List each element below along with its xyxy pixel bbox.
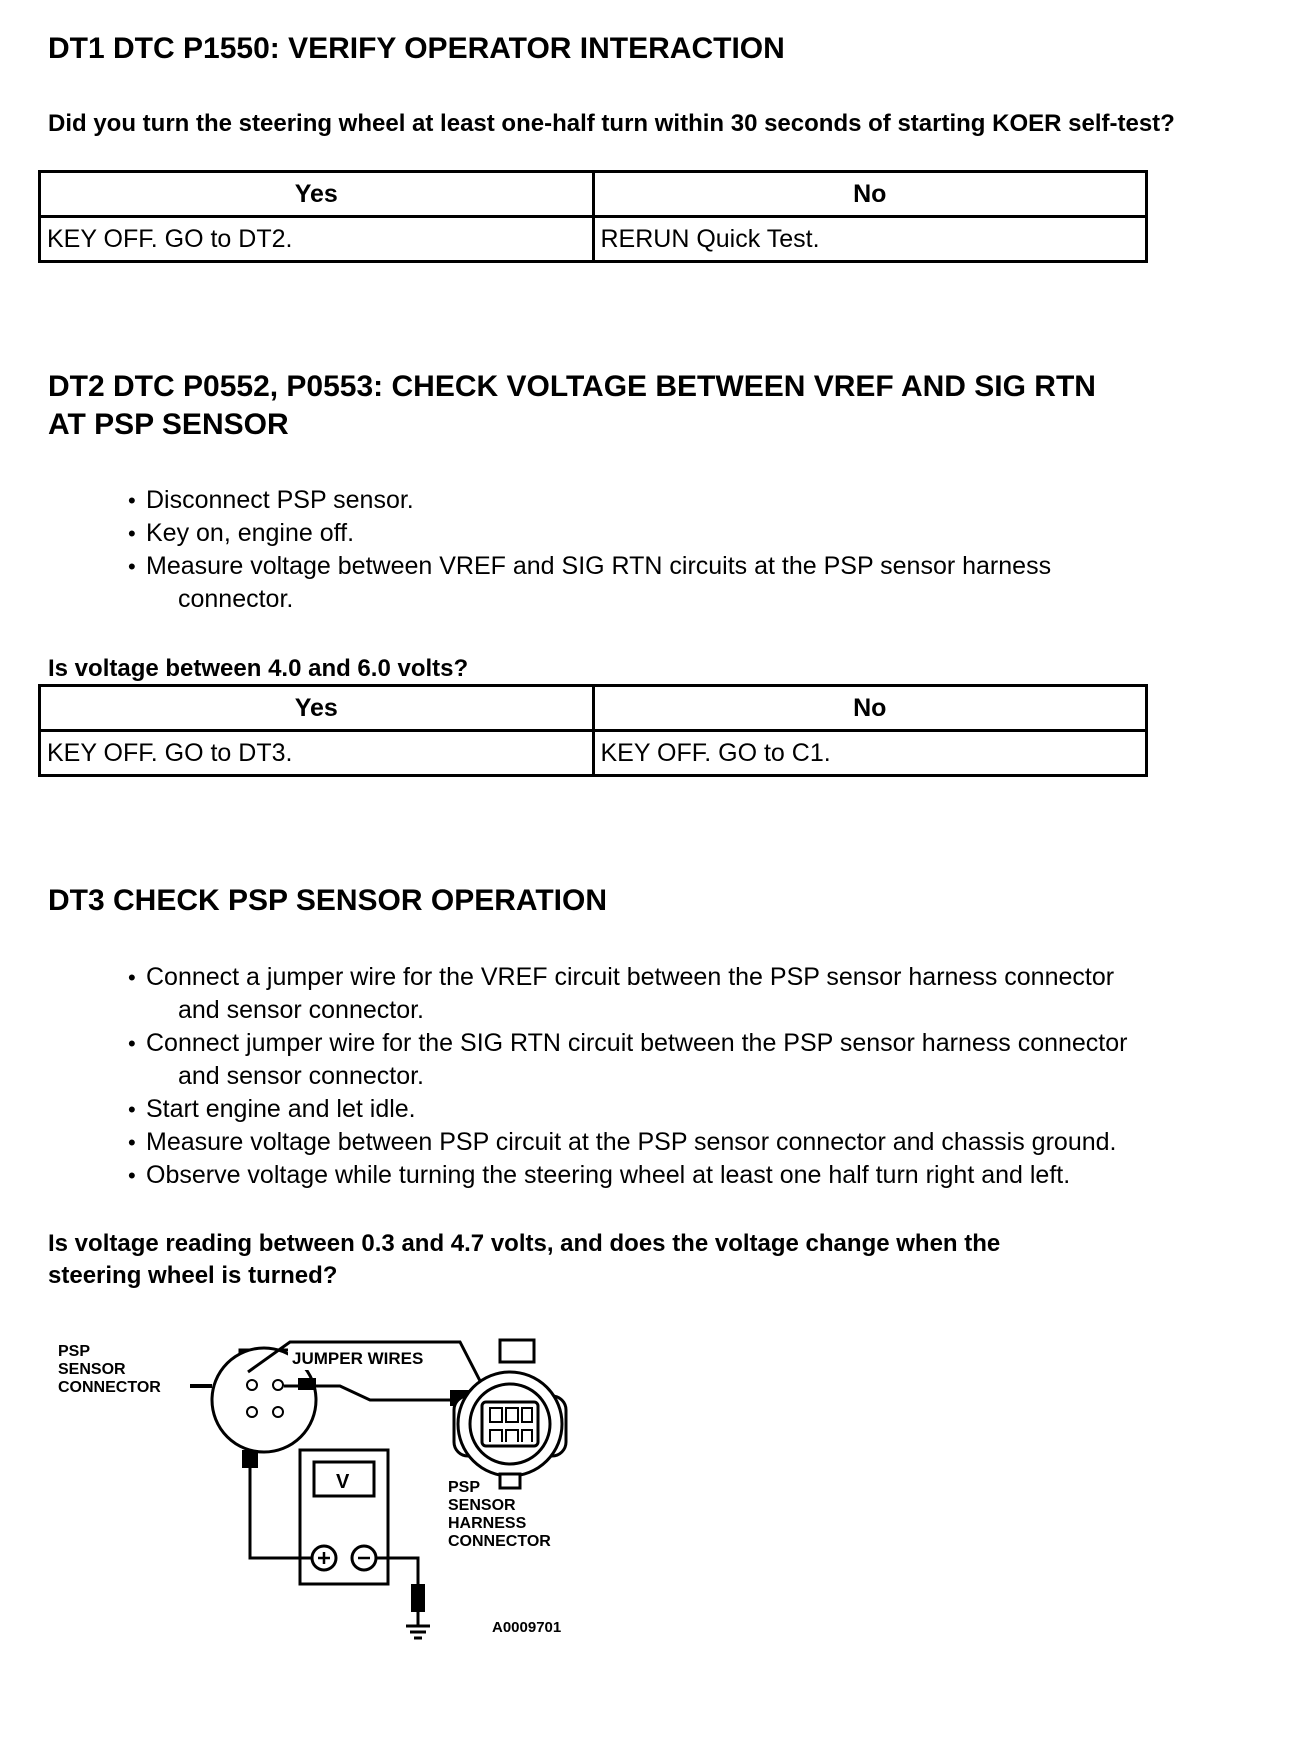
dt3-step-3: Start engine and let idle. (146, 1095, 416, 1123)
dt1-question: Did you turn the steering wheel at least one-half turn within 30 seconds of starting KOER self-test? (48, 110, 1175, 137)
list-item (128, 1027, 1238, 1093)
dt3-question-line1: Is voltage reading between 0.3 and 4.7 volts, and does the voltage change when the (48, 1230, 1001, 1257)
list-item (128, 1159, 1238, 1192)
dt2-question: Is voltage between 4.0 and 6.0 volts? (48, 655, 469, 682)
dt1-heading: DT1 DTC P1550: VERIFY OPERATOR INTERACTION (48, 32, 785, 65)
list-item (128, 517, 1238, 550)
dt2-steps (128, 484, 1238, 616)
dt2-no-action: KEY OFF. GO to C1. (593, 731, 1147, 776)
harness-connector-label-4: CONNECTOR (448, 1533, 551, 1550)
voltmeter-display-label: V (336, 1471, 350, 1493)
dt2-yes-action: KEY OFF. GO to DT3. (40, 731, 594, 776)
dt3-step-2: Connect jumper wire for the SIG RTN circuit between the PSP sensor harness connector (146, 1029, 1128, 1057)
dt3-heading: DT3 CHECK PSP SENSOR OPERATION (48, 884, 607, 917)
dt3-steps (128, 961, 1238, 1192)
harness-connector-label-2: SENSOR (448, 1497, 516, 1514)
voltmeter-icon (300, 1450, 388, 1584)
sensor-connector-label-3: CONNECTOR (58, 1379, 161, 1396)
psp-wiring-diagram (40, 1320, 640, 1680)
dt3-step-1-cont: and sensor connector. (178, 996, 424, 1024)
list-item (128, 961, 1238, 1027)
figure-id: A0009701 (492, 1619, 562, 1636)
dt2-step-3-cont: connector. (178, 585, 294, 613)
list-item (128, 1126, 1238, 1159)
list-item (128, 484, 1238, 517)
harness-connector-label-3: HARNESS (448, 1515, 527, 1532)
dt1-yes-header: Yes (40, 172, 594, 217)
dt1-answer-table (38, 170, 1148, 263)
dt3-step-2-cont: and sensor connector. (178, 1062, 424, 1090)
dt2-heading-line1: DT2 DTC P0552, P0553: CHECK VOLTAGE BETWEEN VREF AND SIG RTN (48, 370, 1096, 403)
dt3-step-5: Observe voltage while turning the steering wheel at least one half turn right and left. (146, 1161, 1071, 1189)
dt1-yes-action: KEY OFF. GO to DT2. (40, 217, 594, 262)
dt3-step-4: Measure voltage between PSP circuit at the PSP sensor connector and chassis ground. (146, 1128, 1117, 1156)
dt2-no-header: No (593, 686, 1147, 731)
harness-connector-label-1: PSP (448, 1479, 481, 1496)
sensor-connector-label-1: PSP (58, 1343, 91, 1360)
dt2-heading-line2: AT PSP SENSOR (48, 408, 289, 441)
list-item (128, 1093, 1238, 1126)
jumper-wires-label: JUMPER WIRES (292, 1349, 424, 1368)
list-item (128, 550, 1238, 616)
dt3-step-1: Connect a jumper wire for the VREF circuit between the PSP sensor harness connector (146, 963, 1115, 991)
dt1-no-action: RERUN Quick Test. (593, 217, 1147, 262)
sensor-connector-label-2: SENSOR (58, 1361, 126, 1378)
dt2-step-2: Key on, engine off. (146, 519, 355, 547)
dt2-step-3: Measure voltage between VREF and SIG RTN circuits at the PSP sensor harness (146, 552, 1052, 580)
dt2-answer-table (38, 684, 1148, 777)
dt2-yes-header: Yes (40, 686, 594, 731)
dt3-question-line2: steering wheel is turned? (48, 1262, 338, 1289)
dt1-no-header: No (593, 172, 1147, 217)
ground-icon (406, 1626, 430, 1638)
dt2-step-1: Disconnect PSP sensor. (146, 486, 414, 514)
